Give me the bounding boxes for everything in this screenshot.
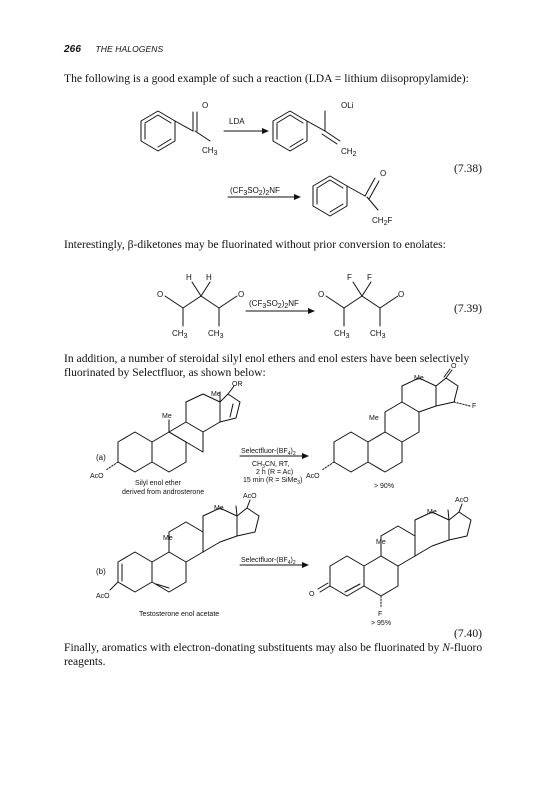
yield-a: > 90% — [374, 483, 395, 490]
triflimide-reagent-label: (CF3SO2)2NF — [230, 186, 280, 197]
me-label-b3: Me — [427, 509, 437, 516]
aco-top-b: AcO — [243, 493, 257, 500]
aco-label-1: AcO — [90, 473, 104, 480]
paragraph-aromatics: Finally, aromatics with electron-donating substituents may also be fluorinated by N-fluoro reagents. — [64, 641, 483, 668]
equation-number-7-38: (7.38) — [454, 162, 483, 175]
aco-label-2: AcO — [306, 473, 320, 480]
h-label-1: H — [186, 273, 192, 282]
aco-left-b: AcO — [96, 593, 110, 600]
f-label-b: F — [378, 611, 383, 618]
me-label-1: Me — [211, 391, 221, 398]
difluoro-diketone-structure — [318, 273, 404, 340]
oli-label: OLi — [341, 101, 354, 110]
h-label-2: H — [206, 273, 212, 282]
ch2-label: CH2 — [341, 147, 357, 158]
cond-2: 2 h (R = Ac) — [256, 469, 294, 476]
f-label-1: F — [347, 273, 352, 282]
page-number: 266 — [64, 44, 81, 55]
me-label-b2: Me — [163, 535, 173, 542]
caption-line-2: derived from androsterone — [122, 489, 205, 496]
o-label-1: O — [157, 290, 164, 299]
silyl-enol-ether-structure — [90, 381, 243, 480]
tag-b: (b) — [96, 567, 106, 576]
aco-top-b2: AcO — [455, 497, 469, 504]
me-label-b1: Me — [214, 505, 224, 512]
o-label-3: O — [318, 290, 325, 299]
paragraph-diketones: Interestingly, β-diketones may be fluorinated without prior conversion to enolates: — [64, 238, 446, 251]
f-label-2: F — [367, 273, 372, 282]
f-label-a: F — [472, 403, 477, 410]
o-label-2: O — [238, 290, 245, 299]
me-label-2: Me — [162, 413, 172, 420]
or-label: OR — [232, 381, 243, 388]
running-header — [64, 44, 163, 55]
enol-acetate-structure — [96, 493, 259, 600]
me-label-b4: Me — [376, 539, 386, 546]
lithium-enolate-structure — [273, 101, 357, 158]
selectfluor-reagent-a: Selectfluor-$(BF_4)_2$ — [241, 448, 296, 457]
reagent-label-7-39: (CF3SO2)2NF — [249, 299, 299, 310]
lda-label: LDA — [229, 117, 245, 126]
ch3-label-a: CH3 — [172, 329, 188, 340]
fluoroacetophenone-structure — [313, 169, 392, 227]
me-label-3: Me — [414, 375, 424, 382]
carbonyl-oxygen-label: O — [202, 101, 209, 110]
scheme-7-40b — [0, 493, 558, 628]
ketone-oxygen-label: O — [380, 169, 387, 178]
caption-b: Testosterone enol acetate — [139, 611, 220, 618]
paragraph-intro: The following is a good example of such a reaction (LDA = lithium diisopropylamide): — [64, 72, 469, 85]
ch2f-label: CH2F — [372, 216, 393, 227]
acetophenone-structure — [141, 101, 218, 157]
o-label-b: O — [309, 591, 315, 598]
cond-3: 15 min (R = SiMe$_3$) — [243, 477, 303, 486]
me-label-4: Me — [369, 415, 379, 422]
ch3-label-c: CH3 — [334, 329, 350, 340]
cond-1: $CH_3CN$, RT, — [252, 461, 290, 470]
diketone-structure — [157, 273, 244, 340]
fluoro-ketone-product-a — [306, 363, 476, 480]
ch3-label-d: CH3 — [370, 329, 386, 340]
selectfluor-reagent-b: Selectfluor-$(BF_4)_2$ — [241, 557, 296, 566]
ch3-label-b: CH3 — [208, 329, 224, 340]
equation-number-7-40: (7.40) — [454, 627, 483, 640]
methyl-label: CH3 — [202, 146, 218, 157]
o-label-a: O — [451, 363, 457, 370]
caption-line-1: Silyl enol ether — [135, 480, 181, 487]
tag-a: (a) — [96, 453, 106, 462]
paragraph-steroids: In addition, a number of steroidal silyl enol ethers and enol esters have been selectively fluorinated by Selectfluor, as shown below: — [64, 352, 470, 379]
fluoro-enone-product-b — [309, 497, 471, 618]
o-label-4: O — [398, 290, 405, 299]
equation-number-7-39: (7.39) — [454, 302, 483, 315]
yield-b: > 95% — [371, 620, 392, 627]
running-title: THE HALOGENS — [95, 44, 164, 54]
